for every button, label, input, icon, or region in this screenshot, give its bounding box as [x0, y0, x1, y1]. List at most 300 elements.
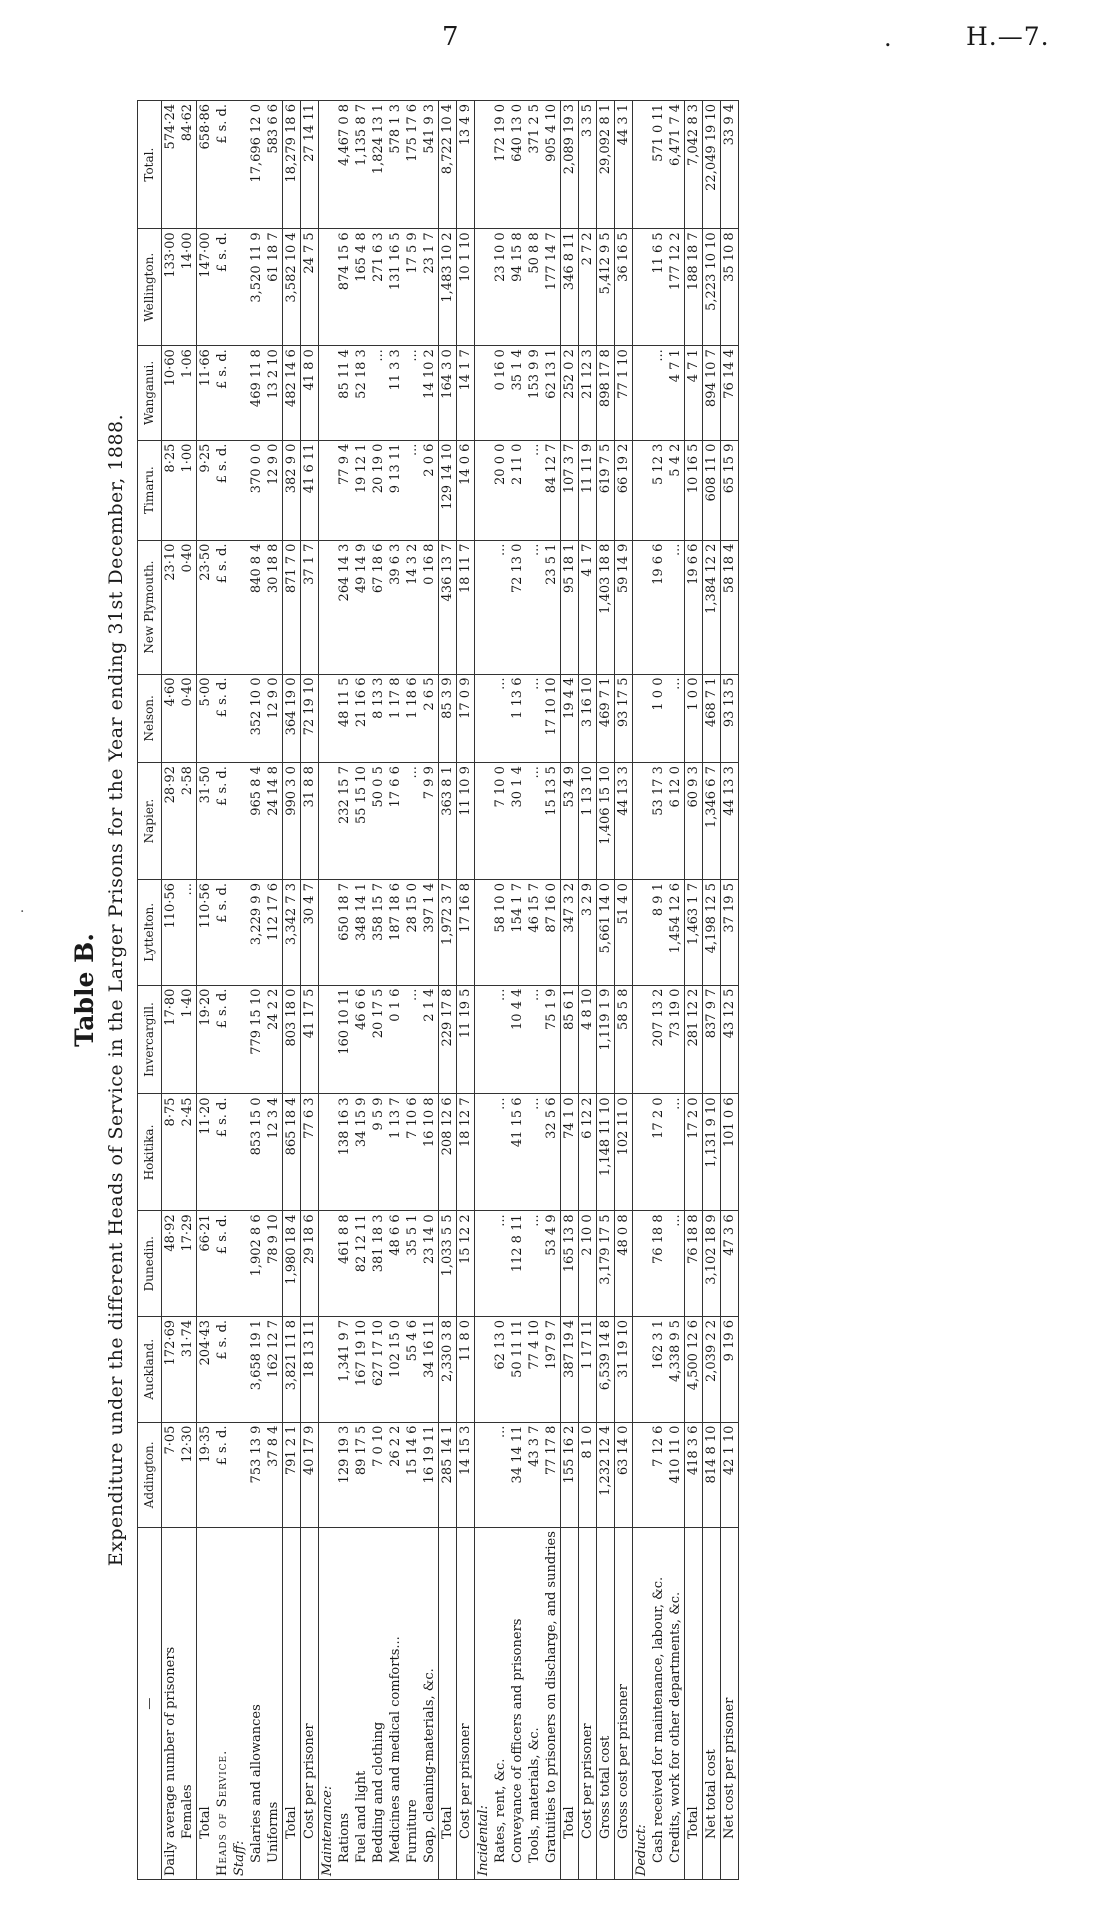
table-cell: 2 0 6	[421, 440, 439, 540]
table-cell	[475, 1211, 493, 1317]
table-cell: 153 9 9	[526, 346, 543, 440]
table-cell: 13 4 9	[457, 101, 475, 229]
section-incidental	[475, 101, 493, 1880]
table-cell: 20 17 5	[370, 985, 387, 1094]
maintenance-row	[387, 101, 404, 1880]
table-cell: 29,092 8 1	[597, 101, 615, 229]
table-cell: 14 15 3	[457, 1422, 475, 1528]
table-cell: 8·75	[162, 1094, 180, 1211]
table-cell: 1 13 10	[579, 763, 597, 880]
table-cell: 133·00	[162, 229, 180, 346]
table-cell	[633, 101, 651, 229]
table-cell: 541 9 3	[421, 101, 439, 229]
table-cell: ...	[492, 1211, 509, 1317]
table-cell: 204·43	[197, 1316, 215, 1422]
table-cell: 583 6 6	[265, 101, 283, 229]
table-cell: 3,179 17 5	[597, 1211, 615, 1317]
table-cell: 2·58	[179, 763, 197, 880]
table-cell: 1,406 15 10	[597, 763, 615, 880]
row-label: Total	[561, 1528, 579, 1880]
table-cell: 30 18 8	[265, 540, 283, 674]
table-cell: 35 1 4	[509, 346, 526, 440]
table-cell: 9 5 9	[370, 1094, 387, 1211]
table-cell: ...	[404, 763, 421, 880]
table-cell: 187 18 6	[387, 880, 404, 986]
table-cell: 3,520 11 9	[248, 229, 265, 346]
table-cell: 640 13 0	[509, 101, 526, 229]
table-cell: 6,539 14 8	[597, 1316, 615, 1422]
table-cell: ...	[526, 1211, 543, 1317]
table-cell: 65 15 9	[721, 440, 739, 540]
table-cell: £ s. d.	[214, 1422, 231, 1528]
table-cell: 78 9 10	[265, 1211, 283, 1317]
table-cell: 76 18 8	[650, 1211, 667, 1317]
table-cell: 17 0 9	[457, 674, 475, 763]
table-subtitle: Expenditure under the different Heads of Service in the Larger Prisons for the Year ending 31st December, 1888.	[105, 413, 127, 1567]
maintenance-row	[404, 101, 421, 1880]
table-cell: 77 17 8	[543, 1422, 561, 1528]
table-cell: 21 16 6	[353, 674, 370, 763]
avg-males-row	[162, 101, 180, 1880]
table-cell: ...	[526, 985, 543, 1094]
table-cell: 93 13 5	[721, 674, 739, 763]
table-cell: 30 4 7	[301, 880, 319, 986]
table-cell: 11 10 9	[457, 763, 475, 880]
table-cell: 650 18 7	[336, 880, 353, 986]
table-cell: 3 3 5	[579, 101, 597, 229]
table-cell: 82 12 11	[353, 1211, 370, 1317]
table-cell: 436 13 7	[439, 540, 457, 674]
table-cell: 578 1 3	[387, 101, 404, 229]
table-cell: 29 18 6	[301, 1211, 319, 1317]
table-cell	[231, 985, 248, 1094]
table-cell: 12 9 0	[265, 674, 283, 763]
row-label: Rations	[336, 1528, 353, 1880]
table-cell: 61 18 7	[265, 229, 283, 346]
table-cell	[319, 1422, 337, 1528]
table-cell: 165 4 8	[353, 229, 370, 346]
table-cell: 1,454 12 6	[667, 880, 685, 986]
table-cell: 0·40	[179, 540, 197, 674]
table-cell: 19·35	[197, 1422, 215, 1528]
table-cell: 6,471 7 4	[667, 101, 685, 229]
table-cell: 9 19 6	[721, 1316, 739, 1422]
maintenance-cost-row	[457, 101, 475, 1880]
table-cell: 8·25	[162, 440, 180, 540]
table-cell: 3 16 10	[579, 674, 597, 763]
table-cell: 965 8 4	[248, 763, 265, 880]
table-cell: 397 1 4	[421, 880, 439, 986]
table-cell: 73 19 0	[667, 985, 685, 1094]
table-cell	[319, 440, 337, 540]
table-cell: 85 3 9	[439, 674, 457, 763]
table-cell: 1,341 9 7	[336, 1316, 353, 1422]
table-cell: 177 14 7	[543, 229, 561, 346]
table-cell: 17 5 9	[404, 229, 421, 346]
row-label: Maintenance:	[319, 1528, 337, 1880]
row-label: Uniforms	[265, 1528, 283, 1880]
table-cell: 138 16 3	[336, 1094, 353, 1211]
maintenance-total-row	[439, 101, 457, 1880]
table-cell: 41 8 0	[301, 346, 319, 440]
table-cell: 35 5 1	[404, 1211, 421, 1317]
table-cell: 2 1 4	[421, 985, 439, 1094]
table-cell: 1 17 8	[387, 674, 404, 763]
row-label: Gross total cost	[597, 1528, 615, 1880]
deduct-row	[650, 101, 667, 1880]
table-cell: 49 14 9	[353, 540, 370, 674]
expenditure-table	[137, 100, 739, 1880]
table-cell: 7·05	[162, 1422, 180, 1528]
table-cell	[231, 763, 248, 880]
table-cell	[633, 763, 651, 880]
table-cell: 41 6 11	[301, 440, 319, 540]
table-cell: 75 1 9	[543, 985, 561, 1094]
table-cell: 46 6 6	[353, 985, 370, 1094]
table-cell: 1 13 6	[509, 674, 526, 763]
section-staff	[231, 101, 248, 1880]
table-cell	[319, 1316, 337, 1422]
table-cell: 14 3 2	[404, 540, 421, 674]
table-cell: £ s. d.	[214, 229, 231, 346]
column-header: Nelson.	[138, 674, 162, 763]
table-cell: 5,412 9 5	[597, 229, 615, 346]
table-cell: 17·29	[179, 1211, 197, 1317]
table-cell: 3,582 10 4	[283, 229, 301, 346]
table-cell: 62 13 1	[543, 346, 561, 440]
table-cell: 874 15 6	[336, 229, 353, 346]
table-cell: 894 10 7	[703, 346, 721, 440]
table-cell: 1,346 6 7	[703, 763, 721, 880]
incidental-row	[492, 101, 509, 1880]
row-label: Deduct:	[633, 1528, 651, 1880]
table-cell: 16 19 11	[421, 1422, 439, 1528]
table-cell	[633, 1211, 651, 1317]
table-cell: 11 8 0	[457, 1316, 475, 1422]
table-cell: 232 15 7	[336, 763, 353, 880]
table-cell: 382 9 0	[283, 440, 301, 540]
table-cell: 167 19 10	[353, 1316, 370, 1422]
column-header: Napier.	[138, 763, 162, 880]
table-cell: ...	[667, 1211, 685, 1317]
table-cell: ...	[370, 346, 387, 440]
staff-total-row	[283, 101, 301, 1880]
table-cell: 77 4 10	[526, 1316, 543, 1422]
table-cell: 15 14 6	[404, 1422, 421, 1528]
table-cell: 17 16 8	[457, 880, 475, 986]
table-cell: ...	[404, 346, 421, 440]
table-cell: 94 15 8	[509, 229, 526, 346]
table-cell: 60 9 3	[685, 763, 703, 880]
table-cell: ...	[650, 346, 667, 440]
table-cell: 2,089 19 3	[561, 101, 579, 229]
table-cell: 12·30	[179, 1422, 197, 1528]
table-cell: £ s. d.	[214, 346, 231, 440]
page-number: 7	[442, 22, 459, 52]
table-cell: 990 3 0	[283, 763, 301, 880]
table-cell: 23 1 7	[421, 229, 439, 346]
table-cell: 619 7 5	[597, 440, 615, 540]
table-cell	[319, 346, 337, 440]
table-cell: 285 14 1	[439, 1422, 457, 1528]
rotated-table-container	[70, 90, 1050, 1890]
table-cell	[475, 674, 493, 763]
table-cell: 52 18 3	[353, 346, 370, 440]
table-cell: 37 1 7	[301, 540, 319, 674]
table-cell: 66 19 2	[615, 440, 633, 540]
table-cell: 20 19 0	[370, 440, 387, 540]
column-header: Auckland.	[138, 1316, 162, 1422]
table-cell: 47 3 6	[721, 1211, 739, 1317]
table-title: Table B.	[70, 933, 99, 1047]
table-cell: 2,039 2 2	[703, 1316, 721, 1422]
table-cell: £ s. d.	[214, 540, 231, 674]
table-cell	[475, 229, 493, 346]
table-cell: 72 19 10	[301, 674, 319, 763]
table-cell: 1 18 6	[404, 674, 421, 763]
table-cell: 853 15 0	[248, 1094, 265, 1211]
table-cell: ...	[404, 985, 421, 1094]
table-cell	[633, 674, 651, 763]
table-cell: 37 19 5	[721, 880, 739, 986]
table-cell	[319, 674, 337, 763]
row-label: Daily average number of prisoners	[162, 1528, 180, 1880]
row-label: Bedding and clothing	[370, 1528, 387, 1880]
table-cell	[633, 880, 651, 986]
table-cell: 837 9 7	[703, 985, 721, 1094]
row-label: Gratuities to prisoners on discharge, and sundries	[543, 1528, 561, 1880]
table-cell: 1,824 13 1	[370, 101, 387, 229]
table-cell: 14 10 2	[421, 346, 439, 440]
table-cell: 348 14 1	[353, 880, 370, 986]
table-cell: 17 2 0	[685, 1094, 703, 1211]
table-cell: 7 9 9	[421, 763, 439, 880]
table-cell: ...	[667, 674, 685, 763]
table-cell: 2 6 5	[421, 674, 439, 763]
table-cell: 8 13 3	[370, 674, 387, 763]
table-cell: 468 7 1	[703, 674, 721, 763]
row-label: Furniture	[404, 1528, 421, 1880]
table-cell: 55 4 6	[404, 1316, 421, 1422]
table-cell: 5 4 2	[667, 440, 685, 540]
column-header: Hokitika.	[138, 1094, 162, 1211]
column-header: Timaru.	[138, 440, 162, 540]
table-cell: 0 16 0	[492, 346, 509, 440]
table-cell	[319, 880, 337, 986]
table-cell	[633, 440, 651, 540]
table-cell: 229 17 8	[439, 985, 457, 1094]
table-cell: 4 7 1	[685, 346, 703, 440]
table-cell: 162 3 1	[650, 1316, 667, 1422]
row-label: Staff:	[231, 1528, 248, 1880]
table-cell: 19 12 1	[353, 440, 370, 540]
table-cell: 102 15 0	[387, 1316, 404, 1422]
table-cell: 7 10 6	[404, 1094, 421, 1211]
table-cell: 50 8 8	[526, 229, 543, 346]
table-cell: 95 18 1	[561, 540, 579, 674]
table-cell: 55 15 10	[353, 763, 370, 880]
table-cell	[319, 540, 337, 674]
table-cell: 15 13 5	[543, 763, 561, 880]
table-cell: 23·10	[162, 540, 180, 674]
table-cell: 8 1 0	[579, 1422, 597, 1528]
maintenance-row	[370, 101, 387, 1880]
table-cell: 8 9 1	[650, 880, 667, 986]
row-label: Soap, cleaning-materials, &c.	[421, 1528, 439, 1880]
table-cell: 10·60	[162, 346, 180, 440]
table-cell: 871 7 0	[283, 540, 301, 674]
table-cell: 77 6 3	[301, 1094, 319, 1211]
table-cell: ...	[526, 540, 543, 674]
table-cell: 1,483 10 2	[439, 229, 457, 346]
table-cell: 42 1 10	[721, 1422, 739, 1528]
table-cell: 381 18 3	[370, 1211, 387, 1317]
table-cell: 208 12 6	[439, 1094, 457, 1211]
table-cell: 1,902 8 6	[248, 1211, 265, 1317]
table-cell	[475, 346, 493, 440]
table-cell: 1,148 11 10	[597, 1094, 615, 1211]
table-cell: 658·86	[197, 101, 215, 229]
table-cell: 11·66	[197, 346, 215, 440]
table-cell: 48·92	[162, 1211, 180, 1317]
table-cell	[231, 101, 248, 229]
table-cell: 8,722 10 4	[439, 101, 457, 229]
table-cell: 11·20	[197, 1094, 215, 1211]
table-cell: 110·56	[162, 880, 180, 986]
table-cell: 85 11 4	[336, 346, 353, 440]
deduct-row	[667, 101, 685, 1880]
table-cell: 865 18 4	[283, 1094, 301, 1211]
table-cell: 358 15 7	[370, 880, 387, 986]
table-cell: 93 17 5	[615, 674, 633, 763]
table-cell	[319, 1211, 337, 1317]
table-cell: 72 13 0	[509, 540, 526, 674]
table-cell: 482 14 6	[283, 346, 301, 440]
table-cell: 14·00	[179, 229, 197, 346]
table-cell: 387 19 4	[561, 1316, 579, 1422]
table-cell	[475, 101, 493, 229]
table-cell: 23·50	[197, 540, 215, 674]
table-cell: 5,661 14 0	[597, 880, 615, 986]
page-reference: H.—7.	[966, 22, 1050, 51]
table-cell: 131 16 5	[387, 229, 404, 346]
row-label: Cost per prisoner	[579, 1528, 597, 1880]
table-cell: 147·00	[197, 229, 215, 346]
table-cell: 66·21	[197, 1211, 215, 1317]
staff-row	[265, 101, 283, 1880]
table-cell: 21 12 3	[579, 346, 597, 440]
table-cell: 1,033 5 5	[439, 1211, 457, 1317]
table-cell: 110·56	[197, 880, 215, 986]
table-cell: 1,131 9 10	[703, 1094, 721, 1211]
table-cell: 1·06	[179, 346, 197, 440]
table-cell: 791 2 1	[283, 1422, 301, 1528]
table-cell: 6 12 0	[667, 763, 685, 880]
table-cell	[633, 1316, 651, 1422]
section-deduct	[633, 101, 651, 1880]
table-cell: 14 1 7	[457, 346, 475, 440]
table-cell: 89 17 5	[353, 1422, 370, 1528]
table-cell: 50 0 5	[370, 763, 387, 880]
table-cell: 58 5 8	[615, 985, 633, 1094]
table-cell: 7 12 6	[650, 1422, 667, 1528]
table-cell	[475, 1422, 493, 1528]
table-cell: 36 16 5	[615, 229, 633, 346]
table-cell	[231, 1094, 248, 1211]
row-label: Net total cost	[703, 1528, 721, 1880]
table-cell: 571 0 11	[650, 101, 667, 229]
table-cell: 107 3 7	[561, 440, 579, 540]
row-label: Rates, rent, &c.	[492, 1528, 509, 1880]
table-cell: 0·40	[179, 674, 197, 763]
staff-cost-row	[301, 101, 319, 1880]
table-cell: ...	[526, 763, 543, 880]
table-cell	[475, 985, 493, 1094]
table-cell: 15 12 2	[457, 1211, 475, 1317]
table-cell: 28·92	[162, 763, 180, 880]
table-cell: 271 6 3	[370, 229, 387, 346]
table-cell: £ s. d.	[214, 440, 231, 540]
table-cell	[633, 229, 651, 346]
table-cell: 1 13 7	[387, 1094, 404, 1211]
table-cell: 31·50	[197, 763, 215, 880]
table-cell: 154 1 7	[509, 880, 526, 986]
table-cell: 4,467 0 8	[336, 101, 353, 229]
maintenance-row	[353, 101, 370, 1880]
table-cell: 370 0 0	[248, 440, 265, 540]
table-cell: 3,658 19 1	[248, 1316, 265, 1422]
table-cell: 207 13 2	[650, 985, 667, 1094]
table-cell: 172 19 0	[492, 101, 509, 229]
table-cell: £ s. d.	[214, 763, 231, 880]
row-label: Females	[179, 1528, 197, 1880]
table-cell: 12 3 4	[265, 1094, 283, 1211]
table-cell: 188 18 7	[685, 229, 703, 346]
table-cell: 4·60	[162, 674, 180, 763]
table-cell: 469 11 8	[248, 346, 265, 440]
table-cell: 905 4 10	[543, 101, 561, 229]
table-cell: ...	[492, 540, 509, 674]
table-cell: 32 5 6	[543, 1094, 561, 1211]
table-cell: 48 6 6	[387, 1211, 404, 1317]
row-label: Cost per prisoner	[457, 1528, 475, 1880]
column-header: Invercargill.	[138, 985, 162, 1094]
table-cell	[319, 763, 337, 880]
table-cell: 30 1 4	[509, 763, 526, 880]
table-cell	[475, 1316, 493, 1422]
table-cell: £ s. d.	[214, 1211, 231, 1317]
table-cell: 24 7 5	[301, 229, 319, 346]
table-cell: 18 13 11	[301, 1316, 319, 1422]
table-cell: 753 13 9	[248, 1422, 265, 1528]
table-cell: 85 6 1	[561, 985, 579, 1094]
table-cell: 12 9 0	[265, 440, 283, 540]
table-cell: 4 1 7	[579, 540, 597, 674]
table-cell: 11 6 5	[650, 229, 667, 346]
table-cell: 4,338 9 5	[667, 1316, 685, 1422]
row-label: Conveyance of officers and prisoners	[509, 1528, 526, 1880]
table-cell: 46 15 7	[526, 880, 543, 986]
row-label: Fuel and light	[353, 1528, 370, 1880]
column-header: Wellington.	[138, 229, 162, 346]
table-cell: 3 2 9	[579, 880, 597, 986]
row-label: Incidental:	[475, 1528, 493, 1880]
table-cell: £ s. d.	[214, 985, 231, 1094]
table-cell: 3,102 18 9	[703, 1211, 721, 1317]
table-cell: 51 4 0	[615, 880, 633, 986]
table-cell: 461 8 8	[336, 1211, 353, 1317]
row-label: Total	[197, 1528, 215, 1880]
